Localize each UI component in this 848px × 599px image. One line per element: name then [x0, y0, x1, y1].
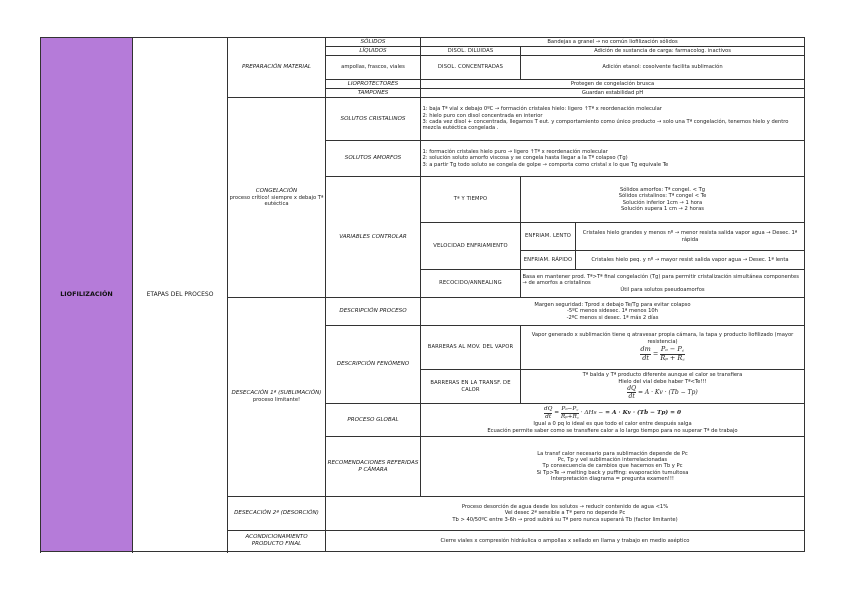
barreras-vapor-desc: Vapor generado x sublimación tiene q atravesar propia cámara, la tapa y producto liofilizado (mayor resistencia): [531, 332, 794, 345]
formula-dt: dt: [642, 353, 649, 362]
formula-dt: dt: [628, 393, 635, 401]
lioprotectores-text: Protegen de congelación brusca: [421, 80, 805, 89]
solidos-text: Bandejas a granel → no común liofilización sólidos: [421, 38, 805, 47]
formula-resistance-sum: R̂ₚ+R̂꜀: [560, 414, 579, 421]
desecacion1-cell: [228, 298, 326, 497]
congelacion-cell: [228, 98, 326, 298]
enfriam-rapido-text: Cristales hielo peq. y nº → mayor resist salida vapor agua → Desec. 1ª lenta: [576, 251, 805, 270]
desecacion1-note: proceso limitante!: [252, 397, 301, 404]
barreras-calor-line: Hielo del vial debe haber Tª<Te!!!: [618, 378, 707, 385]
recocido-line: Útil para solutos pseudoamorfos: [620, 286, 705, 293]
formula-dt: dt: [545, 414, 552, 421]
desecacion2-line: Vel desec 2ª sensible a Tª pero no depende Pc: [504, 510, 626, 517]
disol-concentradas-label: DISOL. CONCENTRADAS: [421, 56, 521, 80]
solutos-amorfos-label: SOLUTOS AMORFOS: [326, 141, 421, 177]
desecacion1-title: DESECACIÓN 1ª (SUBLIMACIÓN): [231, 390, 322, 397]
solutos-cristalinos-line: 3: cada vez disol + concentrada, llegamos T eut. y comportamiento como único producto → solo una Tª congelación, tenemos hielo y dentro mezcla eutéctica congelada .: [422, 119, 789, 132]
temp-tiempo-line: Sólidos cristalinos: Tª congel < Te: [618, 193, 707, 200]
acondicionamiento-label: ACONDICIONAMIENTO PRODUCTO FINAL: [228, 531, 326, 552]
stages-label: ETAPAS DEL PROCESO: [133, 38, 228, 552]
desecacion2-line: Tb > 40/50ºC entre 3-6h → prod subirá su Tª pero nunca superará Tb (factor limitante): [452, 516, 678, 523]
descripcion-proceso-line: -5ºC menos sidesec. 1ª menos 10h: [567, 308, 658, 315]
formula-pressure-diff: Pₒ − P꜀: [660, 344, 685, 353]
solutos-cristalinos-line: 1: baja Tª vial x debajo 0ºC → formación cristales hielo: ligero ↑Tª x reordenación molecular: [422, 106, 662, 113]
enfriam-rapido-label: ENFRIAM. RÁPIDO: [521, 251, 576, 270]
descripcion-proceso-label: DESCRIPCIÓN PROCESO: [326, 298, 421, 326]
barreras-calor-label: BARRERAS EN LA TRANSF. DE CALOR: [421, 370, 521, 404]
disol-diluidas-label: DISOL. DILUIDAS: [421, 47, 521, 56]
formula-dq: dQ: [544, 406, 552, 414]
disol-diluidas-text: Adición de sustancia de carga: farmacolog. inactivos: [521, 47, 805, 56]
temp-tiempo-line: Sólidos amorfos: Tª congel. < Tg: [619, 186, 706, 193]
variables-controlar-label: VARIABLES CONTROLAR: [326, 177, 421, 298]
formula-rhs: = A · Kv · (Tb − Tp) = 0: [605, 410, 682, 417]
tampones-text: Guardan estabilidad pH: [421, 89, 805, 98]
solutos-cristalinos-line: 2: hielo puro con disol concentrada en interior: [422, 112, 543, 119]
desecacion2-title: DESECACIÓN 2ª (DESORCIÓN): [228, 497, 326, 531]
barreras-calor-line: Tª balda y Tª producto diferente aunque el calor se transfiera: [582, 372, 743, 379]
descripcion-fenomeno-label: DESCRIPCIÓN FENÓMENO: [326, 326, 421, 404]
recomendaciones-text: [421, 437, 805, 497]
formula-dm: dm: [640, 344, 651, 353]
prep-title: PREPARACIÓN MATERIAL: [228, 38, 326, 98]
temp-tiempo-line: Solución supera 1 cm → 2 horas: [621, 205, 704, 212]
heat-transfer-formula: [523, 385, 803, 401]
solutos-cristalinos-label: SOLUTOS CRISTALINOS: [326, 98, 421, 141]
barreras-vapor-label: BARRERAS AL MOV. DEL VAPOR: [421, 326, 521, 370]
sublimation-rate-formula: $\frac{dm}{dt}$ = $\frac{\text{Pₒ − P꜀}}{\text{R̂ₚ + R̂꜀}}$: [640, 344, 685, 362]
recocido-label: RECOCIDO/ANNEALING: [421, 270, 521, 298]
summary-table: [40, 37, 805, 552]
liquidos-label: LÍQUIDOS: [326, 47, 421, 56]
descripcion-proceso-text: [421, 298, 805, 326]
formula-resistance-sum: R̂ₚ + R̂꜀: [660, 353, 685, 362]
global-balance-formula: $\frac{dQ}{dt}$ = $\frac{\text{Pₒ−P꜀}}{\text{R̂ₚ+R̂꜀}}$ · ΔHs − = A · Kv · (Tb − Tp) = 0: [543, 406, 682, 421]
recocido-line: Basa en mantener prod. Tª>Tª final congelación (Tg) para permitir cristalización simultánea componentes → de amorfos a cristalinos: [522, 273, 799, 287]
solutos-amorfos-line: 3: a partir Tg todo soluto se congela de golpe → comporta como cristal x lo que Tg equivale Te: [422, 161, 669, 168]
solutos-amorfos-line: 2: solución soluto amorfo viscosa y se congela hasta llegar a la Tª colapso (Tg): [422, 155, 628, 162]
summary-table-sheet: [40, 37, 804, 552]
disol-concentradas-text: Adición etanol: cosolvente facilita sublimación: [521, 56, 805, 80]
formula-pressure-diff: Pₒ−P꜀: [561, 406, 579, 414]
velocidad-enfriamiento-label: VELOCIDAD ENFRIAMIENTO: [421, 223, 521, 270]
recomendaciones-line: La transf calor necesario para sublimación depende de Pc: [537, 450, 688, 457]
formula-mid: · ΔHs −: [580, 410, 604, 417]
formula-dq: dQ: [627, 385, 637, 393]
barreras-calor-text: [521, 370, 805, 404]
descripcion-proceso-line: Margen seguridad: Tprod x debajo Te/Tg para evitar colapso: [534, 301, 691, 308]
solutos-cristalinos-text: [421, 98, 805, 141]
liquidos-sub: ampollas, frascos, viales: [326, 56, 421, 80]
enfriam-lento-label: ENFRIAM. LENTO: [521, 223, 576, 251]
recomendaciones-line: Si Tp>Te → melting back y puffing: evaporación tumultosa: [536, 469, 689, 476]
proceso-global-text: [421, 404, 805, 437]
recomendaciones-line: Pc, Tp y vel sublimación interrelacionadas: [557, 456, 668, 463]
tampones-label: TAMPONES: [326, 89, 421, 98]
recomendaciones-line: Interpretación diagrama = pregunta examen!!!: [550, 476, 675, 483]
congelacion-note: proceso crítico! siempre x debajo Tª eutéctica: [229, 194, 324, 207]
acondicionamiento-text: Cierre viales x compresión hidráulica o ampollas x sellado en llama y trabajo en medio aséptico: [326, 531, 805, 552]
recocido-text: [521, 270, 805, 298]
desecacion2-text: [326, 497, 805, 531]
barreras-vapor-text: [521, 326, 805, 370]
proceso-global-label: PROCESO GLOBAL: [326, 404, 421, 437]
desecacion2-line: Proceso desorción de agua desde los solutos → reducir contenido de agua <1%: [461, 503, 669, 510]
temp-tiempo-label: Tª Y TIEMPO: [421, 177, 521, 223]
temp-tiempo-text: [521, 177, 805, 223]
proceso-global-line: Igual a 0 pq lo ideal es que todo el calor entre después salga: [533, 421, 692, 428]
solidos-label: SÓLIDOS: [326, 38, 421, 47]
temp-tiempo-line: Solución inferior 1cm → 1 hora: [622, 199, 703, 206]
enfriam-lento-text: Cristales hielo grandes y menos nº → menor resista salida vapor agua → Desec. 1ª rápida: [576, 223, 805, 251]
solutos-amorfos-text: [421, 141, 805, 177]
descripcion-proceso-line: -2ºC menos si desec. 1ª más 2 días: [566, 314, 659, 321]
formula-rhs: = A · Kv · (Tb − Tp): [637, 389, 698, 397]
recomendaciones-line: Tp consecuencia de cambios que hacemos en Tb y Pc: [542, 463, 683, 470]
proceso-global-line: Ecuación permite saber como se transfiere calor a lo largo tiempo para no superar Tª de trabajo: [487, 427, 738, 434]
process-title-cell: LIOFILIZACIÓN: [41, 38, 133, 552]
congelacion-title: CONGELACIÓN: [255, 187, 298, 194]
solutos-amorfos-line: 1: formación cristales hielo puro → ligero ↑Tª x reordenación molecular: [422, 148, 608, 155]
lioprotectores-label: LIOPROTECTORES: [326, 80, 421, 89]
recomendaciones-label: RECOMENDACIONES REFERIDAS P CÁMARA: [326, 437, 421, 497]
